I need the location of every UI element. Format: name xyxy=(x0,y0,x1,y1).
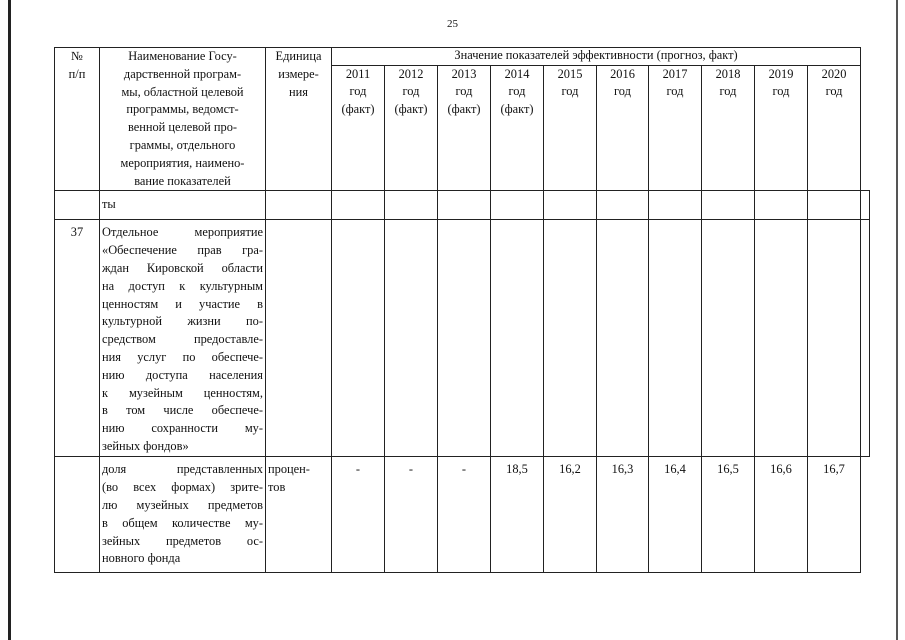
measure-name-line: ния услуг по обеспече- xyxy=(102,349,263,364)
measure-name-line: средством предоставле- xyxy=(102,332,263,347)
year-header-cell xyxy=(702,65,755,191)
measure-name-line: «Обеспечение прав гра- xyxy=(102,243,263,258)
header-name-cell xyxy=(100,48,266,191)
header-group-cell: Значение показателей эффективности (прогноз, факт) xyxy=(332,48,861,66)
page-number: 25 xyxy=(447,18,458,30)
header-num-line: № xyxy=(71,49,83,63)
empty-cell xyxy=(385,191,438,220)
indicator-value-cell: 16,6 xyxy=(755,457,808,573)
indicator-value-cell: 16,3 xyxy=(597,457,649,573)
indicator-unit-line: процен- xyxy=(268,462,310,477)
measure-name-line: к музейным ценностям, xyxy=(102,385,263,400)
header-name-line: дарственной програм- xyxy=(123,66,242,81)
year-header-cell xyxy=(597,65,649,191)
indicator-row xyxy=(55,457,870,573)
header-name-line: венной целевой про- xyxy=(127,120,238,135)
header-name-line: Наименование Госу- xyxy=(128,49,237,63)
empty-cell xyxy=(438,191,491,220)
indicator-value-cell: 16,2 xyxy=(544,457,597,573)
measure-name-line: ждан Кировской области xyxy=(102,260,263,275)
year-label: 2019 xyxy=(768,66,794,81)
measure-name-cell xyxy=(100,220,266,457)
indicator-value-cell: 16,4 xyxy=(649,457,702,573)
empty-cell xyxy=(649,220,702,457)
year-label: 2015 xyxy=(557,66,583,81)
empty-cell xyxy=(491,191,544,220)
year-label: 2012 xyxy=(398,66,424,81)
header-row-group xyxy=(55,48,870,66)
measure-name-line: зейных фондов» xyxy=(102,438,189,453)
empty-cell xyxy=(808,220,861,457)
empty-cell xyxy=(438,220,491,457)
indicator-name-line: (во всех формах) зрите- xyxy=(102,480,263,495)
header-unit-line: Единица xyxy=(275,49,322,63)
indicator-unit-line: тов xyxy=(268,480,286,495)
indicator-num-cell xyxy=(55,457,100,573)
header-num-cell xyxy=(55,48,100,191)
indicator-value-cell: 18,5 xyxy=(491,457,544,573)
indicator-value-cell: - xyxy=(438,457,491,573)
empty-cell xyxy=(702,191,755,220)
empty-cell xyxy=(597,220,649,457)
measure-num-cell: 37 xyxy=(55,220,100,457)
measure-name-line: Отдельное мероприятие xyxy=(102,225,263,240)
indicator-name-line: зейных предметов ос- xyxy=(102,533,263,548)
measure-name-line: ценностям и участие в xyxy=(102,296,263,311)
empty-cell xyxy=(861,220,870,457)
indicator-value-cell: 16,7 xyxy=(808,457,861,573)
indicator-name-line: новного фонда xyxy=(102,551,181,566)
empty-cell xyxy=(861,191,870,220)
year-unit-label: год xyxy=(666,84,684,99)
year-header-cell xyxy=(491,65,544,191)
header-name-line: граммы, отдельного xyxy=(129,137,236,152)
year-header-cell xyxy=(808,65,861,191)
empty-cell xyxy=(266,191,332,220)
empty-cell xyxy=(702,220,755,457)
empty-cell xyxy=(755,191,808,220)
year-unit-label: год xyxy=(614,84,631,99)
measure-name-line: культурной жизни по- xyxy=(102,314,263,329)
empty-cell xyxy=(755,220,808,457)
indicator-name-line: в общем количестве му- xyxy=(102,515,263,530)
scan-edge-right xyxy=(896,0,898,640)
indicator-value-cell: 16,5 xyxy=(702,457,755,573)
indicator-unit-cell xyxy=(266,457,332,573)
year-header-cell xyxy=(544,65,597,191)
year-unit-label: год xyxy=(561,84,579,99)
empty-cell xyxy=(332,220,385,457)
empty-cell xyxy=(544,220,597,457)
empty-cell xyxy=(544,191,597,220)
indicator-name-line: лю музейных предметов xyxy=(102,497,263,512)
year-header-cell xyxy=(438,65,491,191)
measure-name-line: в том числе обеспече- xyxy=(102,403,263,418)
year-label: 2016 xyxy=(610,66,635,81)
empty-cell xyxy=(597,191,649,220)
empty-cell xyxy=(385,220,438,457)
year-unit-label: год xyxy=(772,84,790,99)
year-header-cell xyxy=(332,65,385,191)
measure-name-line: нию сохранности му- xyxy=(102,421,263,436)
empty-cell xyxy=(266,220,332,457)
year-label: 2011 xyxy=(345,66,371,81)
empty-cell xyxy=(649,191,702,220)
header-num-line: п/п xyxy=(68,66,86,81)
year-unit-label: год xyxy=(508,84,526,99)
measure-name-line: нию доступа населения xyxy=(102,367,263,382)
empty-cell xyxy=(491,220,544,457)
year-unit-label: год xyxy=(719,84,737,99)
year-label: 2014 xyxy=(504,66,530,81)
header-name-line: мы, областной целевой xyxy=(121,84,244,99)
year-fact-label: (факт) xyxy=(447,102,481,117)
header-name-line: программы, ведомст- xyxy=(126,102,239,117)
measure-name-line: на доступ к культурным xyxy=(102,278,263,293)
header-unit-cell xyxy=(266,48,332,191)
header-name-line: вание показателей xyxy=(134,173,231,188)
empty-cell xyxy=(808,191,861,220)
measure-row xyxy=(55,220,870,457)
header-unit-line: ния xyxy=(289,84,308,99)
indicator-value-cell: - xyxy=(385,457,438,573)
year-label: 2013 xyxy=(451,66,477,81)
indicator-value-cell: - xyxy=(332,457,385,573)
year-unit-label: год xyxy=(455,84,473,99)
header-name-line: мероприятия, наимено- xyxy=(120,155,245,170)
year-label: 2017 xyxy=(662,66,688,81)
continuation-num-cell xyxy=(55,191,100,220)
scan-edge-left xyxy=(8,0,11,640)
year-header-cell xyxy=(385,65,438,191)
indicators-table xyxy=(54,47,870,573)
empty-cell xyxy=(332,191,385,220)
year-fact-label: (факт) xyxy=(341,102,375,117)
year-fact-label: (факт) xyxy=(500,102,534,117)
year-unit-label: год xyxy=(349,84,367,99)
year-header-cell xyxy=(649,65,702,191)
year-header-cell xyxy=(755,65,808,191)
header-unit-line: измере- xyxy=(278,66,319,81)
indicator-name-line: доля представленных xyxy=(102,462,263,477)
indicator-name-cell xyxy=(100,457,266,573)
continuation-row xyxy=(55,191,870,220)
continuation-name-cell: ты xyxy=(100,191,266,220)
year-label: 2018 xyxy=(715,66,741,81)
year-unit-label: год xyxy=(402,84,420,99)
year-unit-label: год xyxy=(825,84,843,99)
year-label: 2020 xyxy=(821,66,847,81)
year-fact-label: (факт) xyxy=(394,102,428,117)
